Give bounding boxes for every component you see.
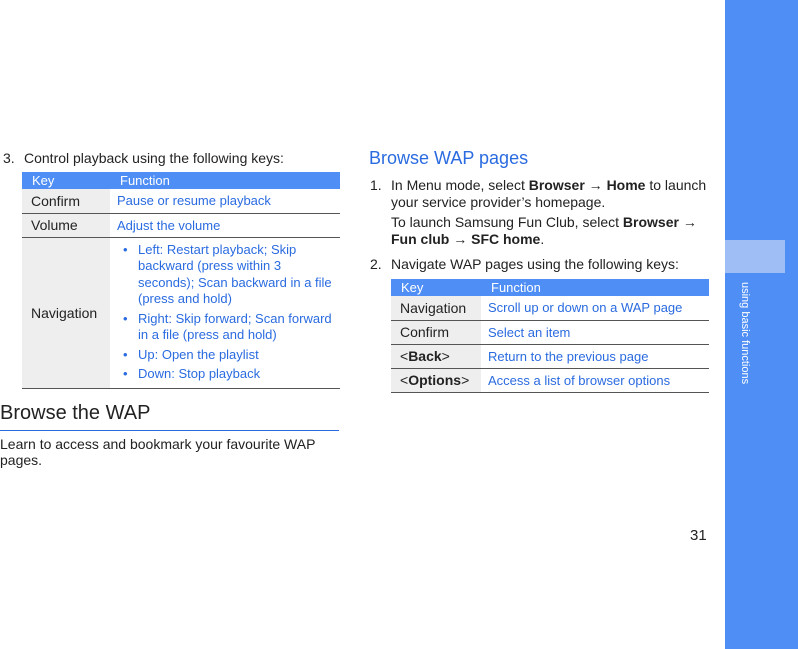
table-row bbox=[22, 213, 340, 237]
key-cell: Volume bbox=[22, 213, 110, 237]
menu-home: Home bbox=[606, 177, 646, 193]
list-item: • Left: Restart playback; Skip backward (press within 3 seconds); Scan backward in a file (press and hold) bbox=[117, 242, 340, 308]
column-header-key: Key bbox=[22, 172, 110, 189]
list-item: • Right: Skip forward; Scan forward in a file (press and hold) bbox=[117, 311, 340, 344]
column-header-key: Key bbox=[391, 279, 481, 296]
section-description: Learn to access and bookmark your favourite WAP pages. bbox=[0, 436, 316, 468]
step-text: In Menu mode, select Browser → Home to launch your service provider’s homepage. bbox=[391, 177, 707, 210]
menu-browser: Browser bbox=[622, 214, 679, 230]
step-1 bbox=[370, 177, 710, 213]
wap-keys-table bbox=[391, 279, 709, 393]
function-cell: Select an item bbox=[481, 320, 709, 344]
navigation-bullet-list bbox=[117, 242, 340, 383]
function-cell: Return to the previous page bbox=[481, 344, 709, 368]
step-1-note bbox=[391, 214, 709, 250]
step-number: 1. bbox=[370, 177, 382, 193]
step-number: 2. bbox=[370, 256, 382, 272]
page-title: Browse WAP pages bbox=[369, 148, 529, 168]
arrow-icon: → bbox=[449, 231, 472, 247]
table-row bbox=[391, 320, 709, 344]
key-cell: <Back> bbox=[391, 344, 481, 368]
function-cell: Scroll up or down on a WAP page bbox=[481, 296, 709, 320]
column-header-function: Function bbox=[110, 172, 340, 189]
chapter-side-tab bbox=[725, 240, 785, 273]
table-header-row bbox=[22, 172, 340, 189]
step-number: 3. bbox=[3, 150, 15, 166]
table-row bbox=[391, 344, 709, 368]
chapter-label: using basic functions bbox=[739, 282, 751, 385]
table-header-row bbox=[391, 279, 709, 296]
list-item: • Down: Stop playback bbox=[117, 366, 340, 383]
table-row bbox=[391, 368, 709, 392]
menu-sfc-home: SFC home bbox=[471, 231, 541, 247]
function-cell: Pause or resume playback bbox=[110, 189, 340, 213]
table-row bbox=[22, 237, 340, 388]
function-cell: Adjust the volume bbox=[110, 213, 340, 237]
column-header-function: Function bbox=[481, 279, 709, 296]
page-number: 31 bbox=[690, 527, 707, 544]
key-cell: Confirm bbox=[22, 189, 110, 213]
arrow-icon: → bbox=[584, 177, 607, 193]
playback-keys-table bbox=[22, 172, 340, 389]
list-item: • Up: Open the playlist bbox=[117, 347, 340, 364]
key-cell: Confirm bbox=[391, 320, 481, 344]
menu-fun-club: Fun club bbox=[391, 231, 450, 247]
note-text: To launch Samsung Fun Club, select Browser → Fun club → SFC home. bbox=[391, 214, 697, 247]
step-text: Control playback using the following keys: bbox=[24, 150, 284, 166]
back-key: Back bbox=[408, 348, 442, 364]
options-key: Options bbox=[408, 372, 462, 388]
table-row bbox=[22, 189, 340, 213]
function-cell bbox=[110, 237, 340, 388]
key-cell: <Options> bbox=[391, 368, 481, 392]
section-heading: Browse the WAP bbox=[0, 402, 339, 431]
step-3 bbox=[3, 150, 338, 168]
key-cell: Navigation bbox=[391, 296, 481, 320]
key-cell: Navigation bbox=[22, 237, 110, 388]
step-text: Navigate WAP pages using the following keys: bbox=[391, 256, 679, 272]
function-cell: Access a list of browser options bbox=[481, 368, 709, 392]
arrow-icon: → bbox=[678, 214, 697, 230]
menu-browser: Browser bbox=[528, 177, 585, 193]
step-2 bbox=[370, 256, 710, 274]
table-row bbox=[391, 296, 709, 320]
